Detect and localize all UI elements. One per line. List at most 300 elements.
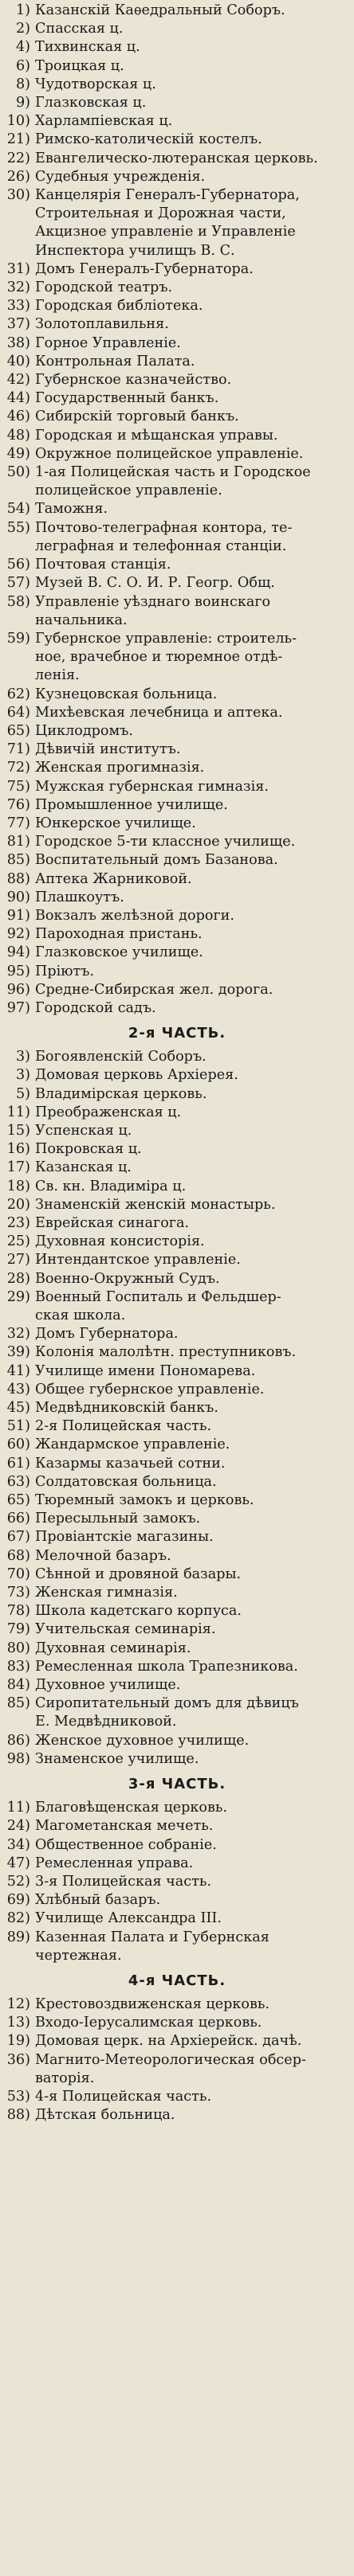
- list-item: [0, 38, 354, 57]
- list-item: [0, 630, 354, 686]
- item-label: Евангелическо-лютеранская церковь.: [35, 150, 318, 166]
- item-label: Музей В. С. О. И. Р. Геогр. Общ.: [35, 575, 275, 592]
- item-label: Школа кадетскаго корпуса.: [35, 1603, 242, 1620]
- list-item: [0, 1122, 354, 1140]
- list-item: [0, 963, 354, 981]
- list-item: [0, 1676, 354, 1695]
- item-label: Казармы казачьей сотни.: [35, 1455, 226, 1472]
- list-item: [0, 131, 354, 149]
- list-item: [0, 722, 354, 741]
- item-label: Казанская ц.: [35, 1159, 132, 1176]
- item-number: 23): [6, 1215, 30, 1231]
- item-label: Государственный банкъ.: [35, 390, 219, 407]
- item-label: Золотоплавильня.: [35, 316, 169, 333]
- item-number: 3): [15, 1067, 30, 1084]
- list-item: [0, 1910, 354, 1928]
- item-number: 59): [6, 630, 30, 647]
- list-item: [0, 778, 354, 796]
- item-number: 28): [6, 1270, 30, 1287]
- list-item: [0, 20, 354, 38]
- item-label: Казенная Палата и Губернская чертежная.: [35, 1929, 269, 1964]
- list-item: [0, 1214, 354, 1233]
- item-label: Колонія малолѣтн. преступниковъ.: [35, 1344, 297, 1361]
- list-item: [0, 1732, 354, 1750]
- list-item: [0, 741, 354, 759]
- item-label: Военный Госпиталь и Фельдшер- ская школа.: [35, 1288, 281, 1324]
- item-number: 65): [6, 722, 30, 739]
- item-number: 56): [6, 557, 30, 573]
- item-label: Управленіе уѣзднаго воинскаго начальника.: [35, 593, 271, 628]
- item-number: 72): [6, 760, 30, 776]
- list-item: [0, 1491, 354, 1510]
- item-number: 11): [6, 1800, 30, 1816]
- list-item: [0, 2014, 354, 2032]
- list-item: [0, 1270, 354, 1288]
- item-number: 95): [6, 963, 30, 979]
- list-item: [0, 1473, 354, 1491]
- item-number: 38): [6, 334, 30, 351]
- item-label: Домъ Губернатора.: [35, 1326, 179, 1343]
- item-label: Мужская губернская гимназія.: [35, 778, 269, 795]
- item-number: 71): [6, 741, 30, 758]
- list-item: [0, 500, 354, 518]
- list-item: [0, 1566, 354, 1584]
- list-item: [0, 334, 354, 353]
- list-item: [0, 1066, 354, 1085]
- item-label: Спасская ц.: [35, 21, 124, 37]
- list-item: [0, 1362, 354, 1381]
- item-number: 27): [6, 1252, 30, 1268]
- item-label: Городская библіотека.: [35, 298, 203, 315]
- list-item: [0, 408, 354, 426]
- list-item: [0, 1140, 354, 1159]
- list-item: [0, 150, 354, 168]
- item-number: 77): [6, 815, 30, 831]
- list-item: [0, 1048, 354, 1066]
- list-item: [0, 1343, 354, 1362]
- item-label: Кузнецовская больница.: [35, 686, 218, 702]
- list-item: [0, 1417, 354, 1436]
- section-3: [0, 1773, 354, 1965]
- list-item: [0, 593, 354, 630]
- item-label: Ремесленная школа Трапезникова.: [35, 1658, 298, 1675]
- item-label: Духовная консисторія.: [35, 1233, 205, 1250]
- list-item: [0, 260, 354, 279]
- list-item: [0, 2032, 354, 2050]
- list-item: [0, 1929, 354, 1965]
- list-item: [0, 1873, 354, 1891]
- item-label: Хлѣбный базаръ.: [35, 1892, 161, 1909]
- item-label: Михѣевская лечебница и аптека.: [35, 704, 283, 721]
- item-label: Домовая церковь Архіерея.: [35, 1067, 238, 1084]
- item-label: Общественное собраніе.: [35, 1836, 217, 1853]
- item-label: Женское духовное училище.: [35, 1732, 250, 1749]
- item-number: 5): [15, 1085, 30, 1102]
- item-label: Таможня.: [35, 501, 108, 518]
- list-item: [0, 2, 354, 20]
- list-item: [0, 371, 354, 389]
- list-item: [0, 1799, 354, 1817]
- item-label: Духовная семинарія.: [35, 1640, 191, 1656]
- item-label: Воспитательный домъ Базанова.: [35, 852, 278, 869]
- list-item: [0, 1288, 354, 1325]
- item-label: Пароходная пристань.: [35, 926, 203, 943]
- item-label: Тюремный замокъ и церковь.: [35, 1492, 254, 1509]
- item-label: Училище имени Пономарева.: [35, 1362, 256, 1379]
- list-item: [0, 1836, 354, 1855]
- list-item: [0, 1436, 354, 1454]
- item-number: 32): [6, 279, 30, 296]
- list-item: [0, 2051, 354, 2088]
- item-number: 43): [6, 1381, 30, 1397]
- item-number: 67): [6, 1529, 30, 1546]
- list-item: [0, 315, 354, 334]
- list-item: [0, 1510, 354, 1528]
- item-label: Городская и мѣщанская управы.: [35, 427, 278, 444]
- list-item: [0, 1817, 354, 1835]
- item-number: 79): [6, 1621, 30, 1638]
- item-label: Женская гимназія.: [35, 1585, 178, 1601]
- item-label: Домъ Генералъ-Губернатора.: [35, 260, 254, 277]
- item-label: Жандармское управленіе.: [35, 1437, 230, 1453]
- item-number: 6): [15, 57, 30, 74]
- list-item: [0, 1325, 354, 1343]
- item-number: 83): [6, 1658, 30, 1675]
- item-label: Горное Управленіе.: [35, 334, 181, 351]
- item-label: Юнкерское училище.: [35, 815, 196, 831]
- list-item: [0, 1455, 354, 1473]
- item-label: Плашкоутъ.: [35, 889, 124, 905]
- item-label: Мелочной базаръ.: [35, 1547, 171, 1564]
- list-item: [0, 1251, 354, 1269]
- list-item: [0, 1196, 354, 1214]
- item-number: 94): [6, 944, 30, 961]
- item-label: Глазковская ц.: [35, 95, 147, 111]
- list-item: [0, 574, 354, 592]
- list-item: [0, 1178, 354, 1196]
- list-item: [0, 1399, 354, 1417]
- item-label: Магометанская мечеть.: [35, 1818, 214, 1835]
- list-item: [0, 1602, 354, 1620]
- item-label: Св. кн. Владиміра ц.: [35, 1178, 187, 1194]
- item-number: 32): [6, 1326, 30, 1343]
- list-item: [0, 889, 354, 907]
- list-item: [0, 1620, 354, 1639]
- item-number: 42): [6, 372, 30, 389]
- item-label: Женская прогимназія.: [35, 760, 205, 776]
- item-number: 20): [6, 1196, 30, 1213]
- item-number: 1): [15, 2, 30, 18]
- item-number: 52): [6, 1873, 30, 1890]
- item-number: 63): [6, 1473, 30, 1490]
- item-label: Казанскій Каѳедральный Соборъ.: [35, 2, 285, 18]
- item-number: 69): [6, 1892, 30, 1909]
- list-item: [0, 1695, 354, 1731]
- item-label: Почтовая станція.: [35, 557, 171, 573]
- item-number: 16): [6, 1141, 30, 1158]
- item-label: Тихвинская ц.: [35, 39, 140, 56]
- item-number: 64): [6, 704, 30, 721]
- list-item: [0, 186, 354, 260]
- list-item: [0, 57, 354, 76]
- item-label: Городское 5-ти классное училище.: [35, 834, 296, 850]
- list-item: [0, 833, 354, 851]
- item-number: 31): [6, 260, 30, 277]
- item-number: 96): [6, 981, 30, 998]
- item-number: 70): [6, 1566, 30, 1582]
- item-number: 45): [6, 1400, 30, 1417]
- item-number: 8): [15, 76, 30, 92]
- list-item: [0, 1996, 354, 2014]
- item-label: Чудотворская ц.: [35, 76, 156, 92]
- item-number: 49): [6, 445, 30, 462]
- list-item: [0, 759, 354, 777]
- item-label: Сибирскій торговый банкъ.: [35, 408, 239, 425]
- item-number: 75): [6, 778, 30, 795]
- item-number: 97): [6, 999, 30, 1016]
- list-item: [0, 389, 354, 408]
- list-item: [0, 1547, 354, 1566]
- item-number: 37): [6, 316, 30, 333]
- item-number: 54): [6, 501, 30, 518]
- item-label: Магнито-Метеорологическая обсер- ваторія.: [35, 2051, 306, 2086]
- section-2: [0, 1022, 354, 1769]
- item-number: 34): [6, 1836, 30, 1853]
- item-number: 11): [6, 1104, 30, 1120]
- list-item: [0, 1658, 354, 1676]
- item-number: 19): [6, 2033, 30, 2050]
- list-item: [0, 427, 354, 445]
- item-label: Солдатовская больница.: [35, 1473, 217, 1490]
- list-item: [0, 1891, 354, 1910]
- item-number: 92): [6, 926, 30, 943]
- list-item: [0, 1750, 354, 1769]
- item-label: Учительская семинарія.: [35, 1621, 216, 1638]
- section-heading: 3-я ЧАСТЬ.: [128, 1776, 226, 1793]
- item-label: Общее губернское управленіе.: [35, 1381, 265, 1397]
- item-number: 62): [6, 686, 30, 702]
- list-item: [0, 445, 354, 463]
- list-item: [0, 556, 354, 574]
- item-label: Почтово-телеграфная контора, те- леграфная и телефонная станціи.: [35, 519, 293, 554]
- list-item: [0, 981, 354, 999]
- section-heading: 4-я ЧАСТЬ.: [128, 1972, 226, 1989]
- item-number: 25): [6, 1233, 30, 1250]
- item-number: 18): [6, 1178, 30, 1194]
- item-label: Губернское казначейство.: [35, 372, 232, 389]
- item-label: Входо-Іерусалимская церковь.: [35, 2015, 262, 2031]
- item-number: 48): [6, 427, 30, 444]
- item-number: 88): [6, 2107, 30, 2124]
- item-number: 98): [6, 1750, 30, 1767]
- item-number: 47): [6, 1855, 30, 1871]
- item-number: 65): [6, 1492, 30, 1509]
- item-label: 3-я Полицейская часть.: [35, 1873, 212, 1890]
- item-label: Ремесленная управа.: [35, 1855, 194, 1871]
- item-number: 17): [6, 1159, 30, 1176]
- item-number: 2): [15, 21, 30, 37]
- item-number: 24): [6, 1818, 30, 1835]
- item-number: 88): [6, 870, 30, 887]
- item-label: Сѣнной и дровяной базары.: [35, 1566, 242, 1582]
- item-label: Владимірская церковь.: [35, 1085, 207, 1102]
- item-number: 4): [15, 39, 30, 56]
- list-item: [0, 796, 354, 815]
- item-number: 9): [15, 95, 30, 111]
- item-label: Дѣтская больница.: [35, 2107, 175, 2124]
- item-label: Пріютъ.: [35, 963, 95, 979]
- item-label: Троицкая ц.: [35, 57, 124, 74]
- item-label: Крестовоздвиженская церковь.: [35, 1996, 270, 2012]
- item-label: 2-я Полицейская часть.: [35, 1418, 212, 1435]
- list-item: [0, 1381, 354, 1399]
- item-label: Богоявленскій Соборъ.: [35, 1049, 206, 1065]
- item-label: Училище Александра III.: [35, 1910, 222, 1927]
- item-label: Успенская ц.: [35, 1122, 132, 1139]
- list-item: [0, 1584, 354, 1602]
- item-label: Провіантскіе магазины.: [35, 1529, 214, 1546]
- item-label: Медвѣдниковскій банкъ.: [35, 1400, 218, 1417]
- item-number: 22): [6, 150, 30, 166]
- item-number: 82): [6, 1910, 30, 1927]
- item-label: Губернское управленіе: строитель- ное, врачебное и тюремное отдѣ- ленія.: [35, 630, 297, 684]
- item-label: Промышленное училище.: [35, 796, 228, 813]
- item-number: 58): [6, 593, 30, 610]
- item-label: Домовая церк. на Архіерейск. дачѣ.: [35, 2033, 302, 2050]
- item-label: Канцелярія Генералъ-Губернатора, Строительная и Дорожная части, Акцизное управленіе и Управленіе Инспектора училищъ В. С.: [35, 187, 300, 259]
- item-number: 44): [6, 390, 30, 407]
- item-number: 40): [6, 353, 30, 369]
- item-number: 26): [6, 168, 30, 185]
- item-label: Еврейская синагога.: [35, 1215, 190, 1231]
- item-label: 4-я Полицейская часть.: [35, 2088, 212, 2105]
- list-item: [0, 1855, 354, 1873]
- item-number: 68): [6, 1547, 30, 1564]
- list-item: [0, 463, 354, 500]
- item-number: 41): [6, 1362, 30, 1379]
- item-label: Покровская ц.: [35, 1141, 142, 1158]
- item-number: 60): [6, 1437, 30, 1453]
- item-number: 85): [6, 1695, 30, 1712]
- item-number: 55): [6, 519, 30, 536]
- item-number: 80): [6, 1640, 30, 1656]
- item-number: 21): [6, 131, 30, 148]
- item-number: 57): [6, 575, 30, 592]
- list-item: [0, 297, 354, 315]
- item-number: 29): [6, 1288, 30, 1305]
- list-item: [0, 686, 354, 704]
- item-label: Вокзалъ желѣзной дороги.: [35, 907, 234, 924]
- list-item: [0, 1104, 354, 1122]
- item-label: Интендантское управленіе.: [35, 1252, 241, 1268]
- item-label: Глазковское училище.: [35, 944, 203, 961]
- item-number: 39): [6, 1344, 30, 1361]
- item-number: 12): [6, 1996, 30, 2012]
- list-item: [0, 353, 354, 371]
- list-item: [0, 907, 354, 925]
- item-number: 33): [6, 298, 30, 315]
- item-label: 1-ая Полицейская часть и Городское полицейское управленіе.: [35, 464, 311, 499]
- list-item: [0, 279, 354, 297]
- item-number: 36): [6, 2051, 30, 2068]
- item-number: 30): [6, 187, 30, 204]
- list-item: [0, 851, 354, 870]
- section-1: [0, 2, 354, 1018]
- item-number: 78): [6, 1603, 30, 1620]
- item-number: 85): [6, 852, 30, 869]
- item-number: 91): [6, 907, 30, 924]
- item-label: Судебныя учрежденія.: [35, 168, 206, 185]
- item-number: 10): [6, 113, 30, 130]
- item-number: 46): [6, 408, 30, 425]
- item-number: 61): [6, 1455, 30, 1472]
- list-item: [0, 2106, 354, 2125]
- item-number: 73): [6, 1585, 30, 1601]
- item-number: 50): [6, 464, 30, 481]
- item-label: Аптека Жарниковой.: [35, 870, 192, 887]
- list-item: [0, 999, 354, 1018]
- item-label: Харлампіевская ц.: [35, 113, 173, 130]
- item-label: Знаменское училище.: [35, 1750, 199, 1767]
- list-item: [0, 944, 354, 962]
- list-item: [0, 168, 354, 186]
- item-label: Окружное полицейское управленіе.: [35, 445, 304, 462]
- section-4: [0, 1970, 354, 2125]
- item-label: Средне-Сибирская жел. дорога.: [35, 981, 273, 998]
- list-item: [0, 112, 354, 131]
- item-label: Городской садъ.: [35, 999, 156, 1016]
- list-item: [0, 870, 354, 889]
- list-item: [0, 519, 354, 556]
- item-number: 51): [6, 1418, 30, 1435]
- item-number: 81): [6, 834, 30, 850]
- item-label: Благовѣщенская церковь.: [35, 1800, 228, 1816]
- item-label: Духовное училище.: [35, 1677, 181, 1694]
- item-label: Преображенская ц.: [35, 1104, 182, 1120]
- item-label: Военно-Окружный Судъ.: [35, 1270, 220, 1287]
- item-label: Сиропитательный домъ для дѣвицъ Е. Медвѣдниковой.: [35, 1695, 299, 1730]
- item-number: 89): [6, 1929, 30, 1945]
- item-number: 66): [6, 1511, 30, 1527]
- item-number: 13): [6, 2015, 30, 2031]
- list-item: [0, 1640, 354, 1658]
- item-number: 53): [6, 2088, 30, 2105]
- list-item: [0, 76, 354, 94]
- list-item: [0, 1085, 354, 1104]
- item-number: 3): [15, 1049, 30, 1065]
- list-item: [0, 2088, 354, 2106]
- item-label: Городской театръ.: [35, 279, 173, 296]
- list-item: [0, 925, 354, 944]
- item-label: Знаменскій женскій монастырь.: [35, 1196, 276, 1213]
- item-number: 86): [6, 1732, 30, 1749]
- item-number: 15): [6, 1122, 30, 1139]
- list-item: [0, 1159, 354, 1177]
- item-label: Циклодромъ.: [35, 722, 133, 739]
- item-number: 84): [6, 1677, 30, 1694]
- item-label: Римско-католическій костелъ.: [35, 131, 262, 148]
- list-item: [0, 1233, 354, 1251]
- list-item: [0, 704, 354, 722]
- item-label: Пересыльный замокъ.: [35, 1511, 201, 1527]
- item-number: 90): [6, 889, 30, 905]
- list-item: [0, 94, 354, 112]
- item-label: Дѣвичій институтъ.: [35, 741, 181, 758]
- section-heading: 2-я ЧАСТЬ.: [128, 1025, 226, 1042]
- list-item: [0, 1528, 354, 1546]
- list-item: [0, 815, 354, 833]
- item-label: Контрольная Палата.: [35, 353, 195, 369]
